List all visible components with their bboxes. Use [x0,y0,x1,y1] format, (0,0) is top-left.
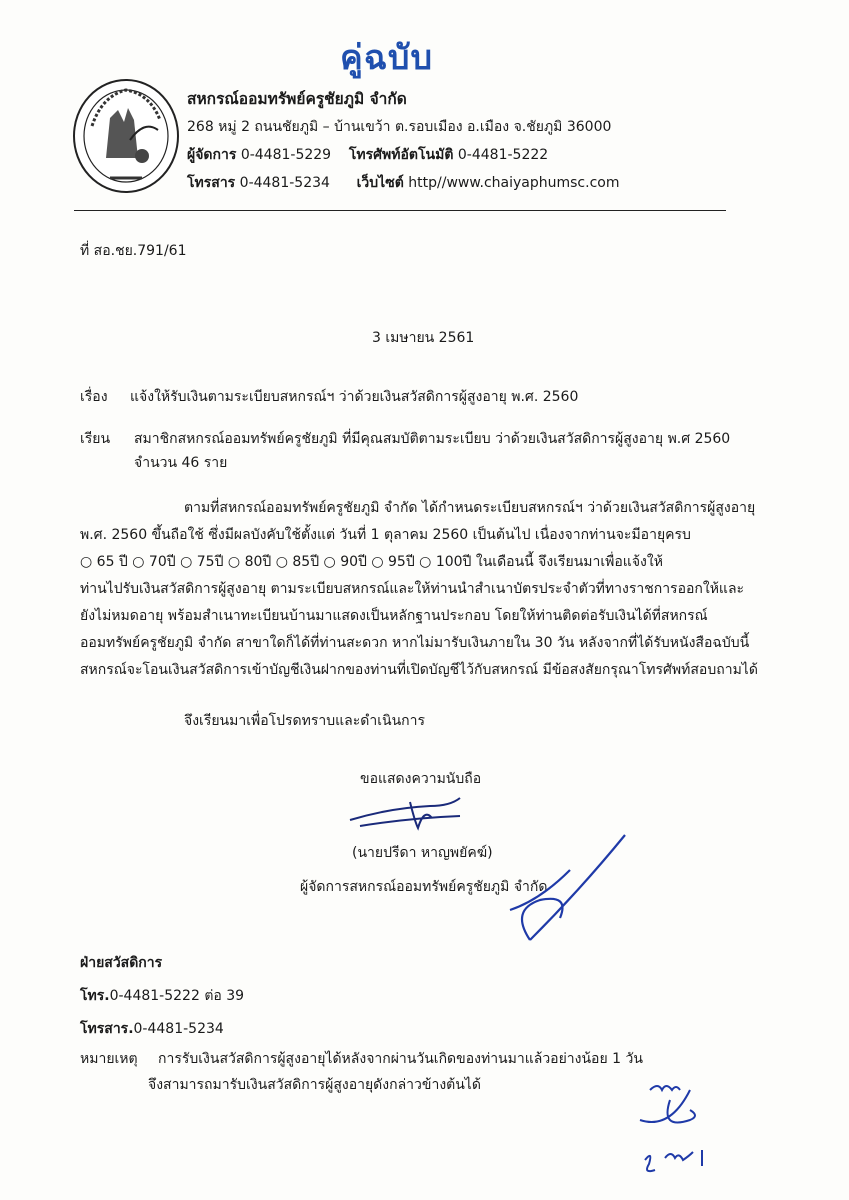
document-number: ที่ สอ.ชย.791/61 [80,243,187,259]
body-line: ออมทรัพย์ครูชัยภูมิ จำกัด สาขาใดก็ได้ที่ท่านสะดวก หากไม่มารับเงินภายใน 30 วัน หลังจากที่ได้รับหนังสือฉบับนี้ [80,635,750,651]
approval-signature-mark [490,830,640,954]
department-name: ฝ่ายสวัสดิการ [80,955,163,971]
department-fax [80,1018,224,1040]
organization-logo [72,78,180,194]
recipient-label: เรียน [80,431,111,447]
signature-mark [340,790,480,844]
closing-line: จึงเรียนมาเพื่อโปรดทราบและดำเนินการ [184,713,426,729]
fax-label: โทรสาร. [80,1021,134,1037]
fax-label: โทรสาร [187,175,236,191]
body-line: พ.ศ. 2560 ขึ้นถือใช้ ซึ่งมีผลบังคับใช้ตั้งแต่ วันที่ 1 ตุลาคม 2560 เป็นต้นไป เนื่องจากท่านจะมีอายุครบ [80,527,691,543]
fax-number: 0-4481-5234 [239,175,330,191]
subject-text: แจ้งให้รับเงินตามระเบียบสหกรณ์ฯ ว่าด้วยเงินสวัสดิการผู้สูงอายุ พ.ศ. 2560 [130,389,579,405]
signer-position: ผู้จัดการสหกรณ์ออมทรัพย์ครูชัยภูมิ จำกัด [300,879,548,895]
document-date: 3 เมษายน 2561 [372,330,475,346]
recipient-text: สมาชิกสหกรณ์ออมทรัพย์ครูชัยภูมิ ที่มีคุณสมบัติตามระเบียบ ว่าด้วยเงินสวัสดิการผู้สูงอายุ พ.ศ 2560 [134,431,731,447]
signer-name: (นายปรีดา หาญพยัคฆ์) [352,845,493,861]
letter-body [80,495,770,684]
contact-phones [187,144,548,166]
handwritten-initials [630,1070,740,1184]
body-line: สหกรณ์จะโอนเงินสวัสดิการเข้าบัญชีเงินฝากของท่านที่เปิดบัญชีไว้กับสหกรณ์ มีข้อสงสัยกรุณาโทรศัพท์สอบถามได้ [80,662,758,678]
body-line: ตามที่สหกรณ์ออมทรัพย์ครูชัยภูมิ จำกัด ได้กำหนดระเบียบสหกรณ์ฯ ว่าด้วยเงินสวัสดิการผู้สูงอายุ [184,500,756,516]
phone-number: 0-4481-5222 ต่อ 39 [109,988,245,1004]
manager-label: ผู้จัดการ [187,147,237,163]
body-line: ยังไม่หมดอายุ พร้อมสำเนาทะเบียนบ้านมาแสดงเป็นหลักฐานประกอบ โดยให้ท่านติดต่อรับเงินได้ที่สหกรณ์ [80,608,708,624]
recipient-count: จำนวน 46 ราย [134,455,228,471]
website-url: http//www.chaiyaphumsc.com [408,175,620,191]
body-line: ท่านไปรับเงินสวัสดิการผู้สูงอายุ ตามระเบียบสหกรณ์และให้ท่านนำสำเนาบัตรประจำตัวที่ทางราชการออกให้และ [80,581,745,597]
organization-address: 268 หมู่ 2 ถนนชัยภูมิ – บ้านเขว้า ต.รอบเมือง อ.เมือง จ.ชัยภูมิ 36000 [187,119,612,135]
subject-label: เรื่อง [80,389,108,405]
note-line: จึงสามารถมารับเงินสวัสดิการผู้สูงอายุดังกล่าวข้างต้นได้ [148,1077,481,1093]
body-line: ○ 65 ปี ○ 70ปี ○ 75ปี ○ 80ปี ○ 85ปี ○ 90ปี ○ 95ปี ○ 100ปี ในเดือนนี้ จึงเรียนมาเพื่อแจ้งให้ [80,554,663,570]
website-label: เว็บไซต์ [356,175,404,191]
organization-name: สหกรณ์ออมทรัพย์ครูชัยภูมิ จำกัด [187,90,407,108]
department-phone [80,985,244,1007]
fax-number: 0-4481-5234 [133,1021,224,1037]
contact-fax-web [187,172,619,194]
manager-phone: 0-4481-5229 [240,147,332,163]
note-line: การรับเงินสวัสดิการผู้สูงอายุได้หลังจากผ่านวันเกิดของท่านมาแล้วอย่างน้อย 1 วัน [158,1051,643,1067]
phone-label: โทร. [80,988,110,1004]
header-divider [74,210,726,211]
regards-text: ขอแสดงความนับถือ [360,771,482,787]
auto-phone: 0-4481-5222 [457,147,549,163]
copy-stamp: คู่ฉบับ [340,38,434,78]
note-label: หมายเหตุ [80,1051,138,1067]
auto-phone-label: โทรศัพท์อัตโนมัติ [348,147,454,163]
